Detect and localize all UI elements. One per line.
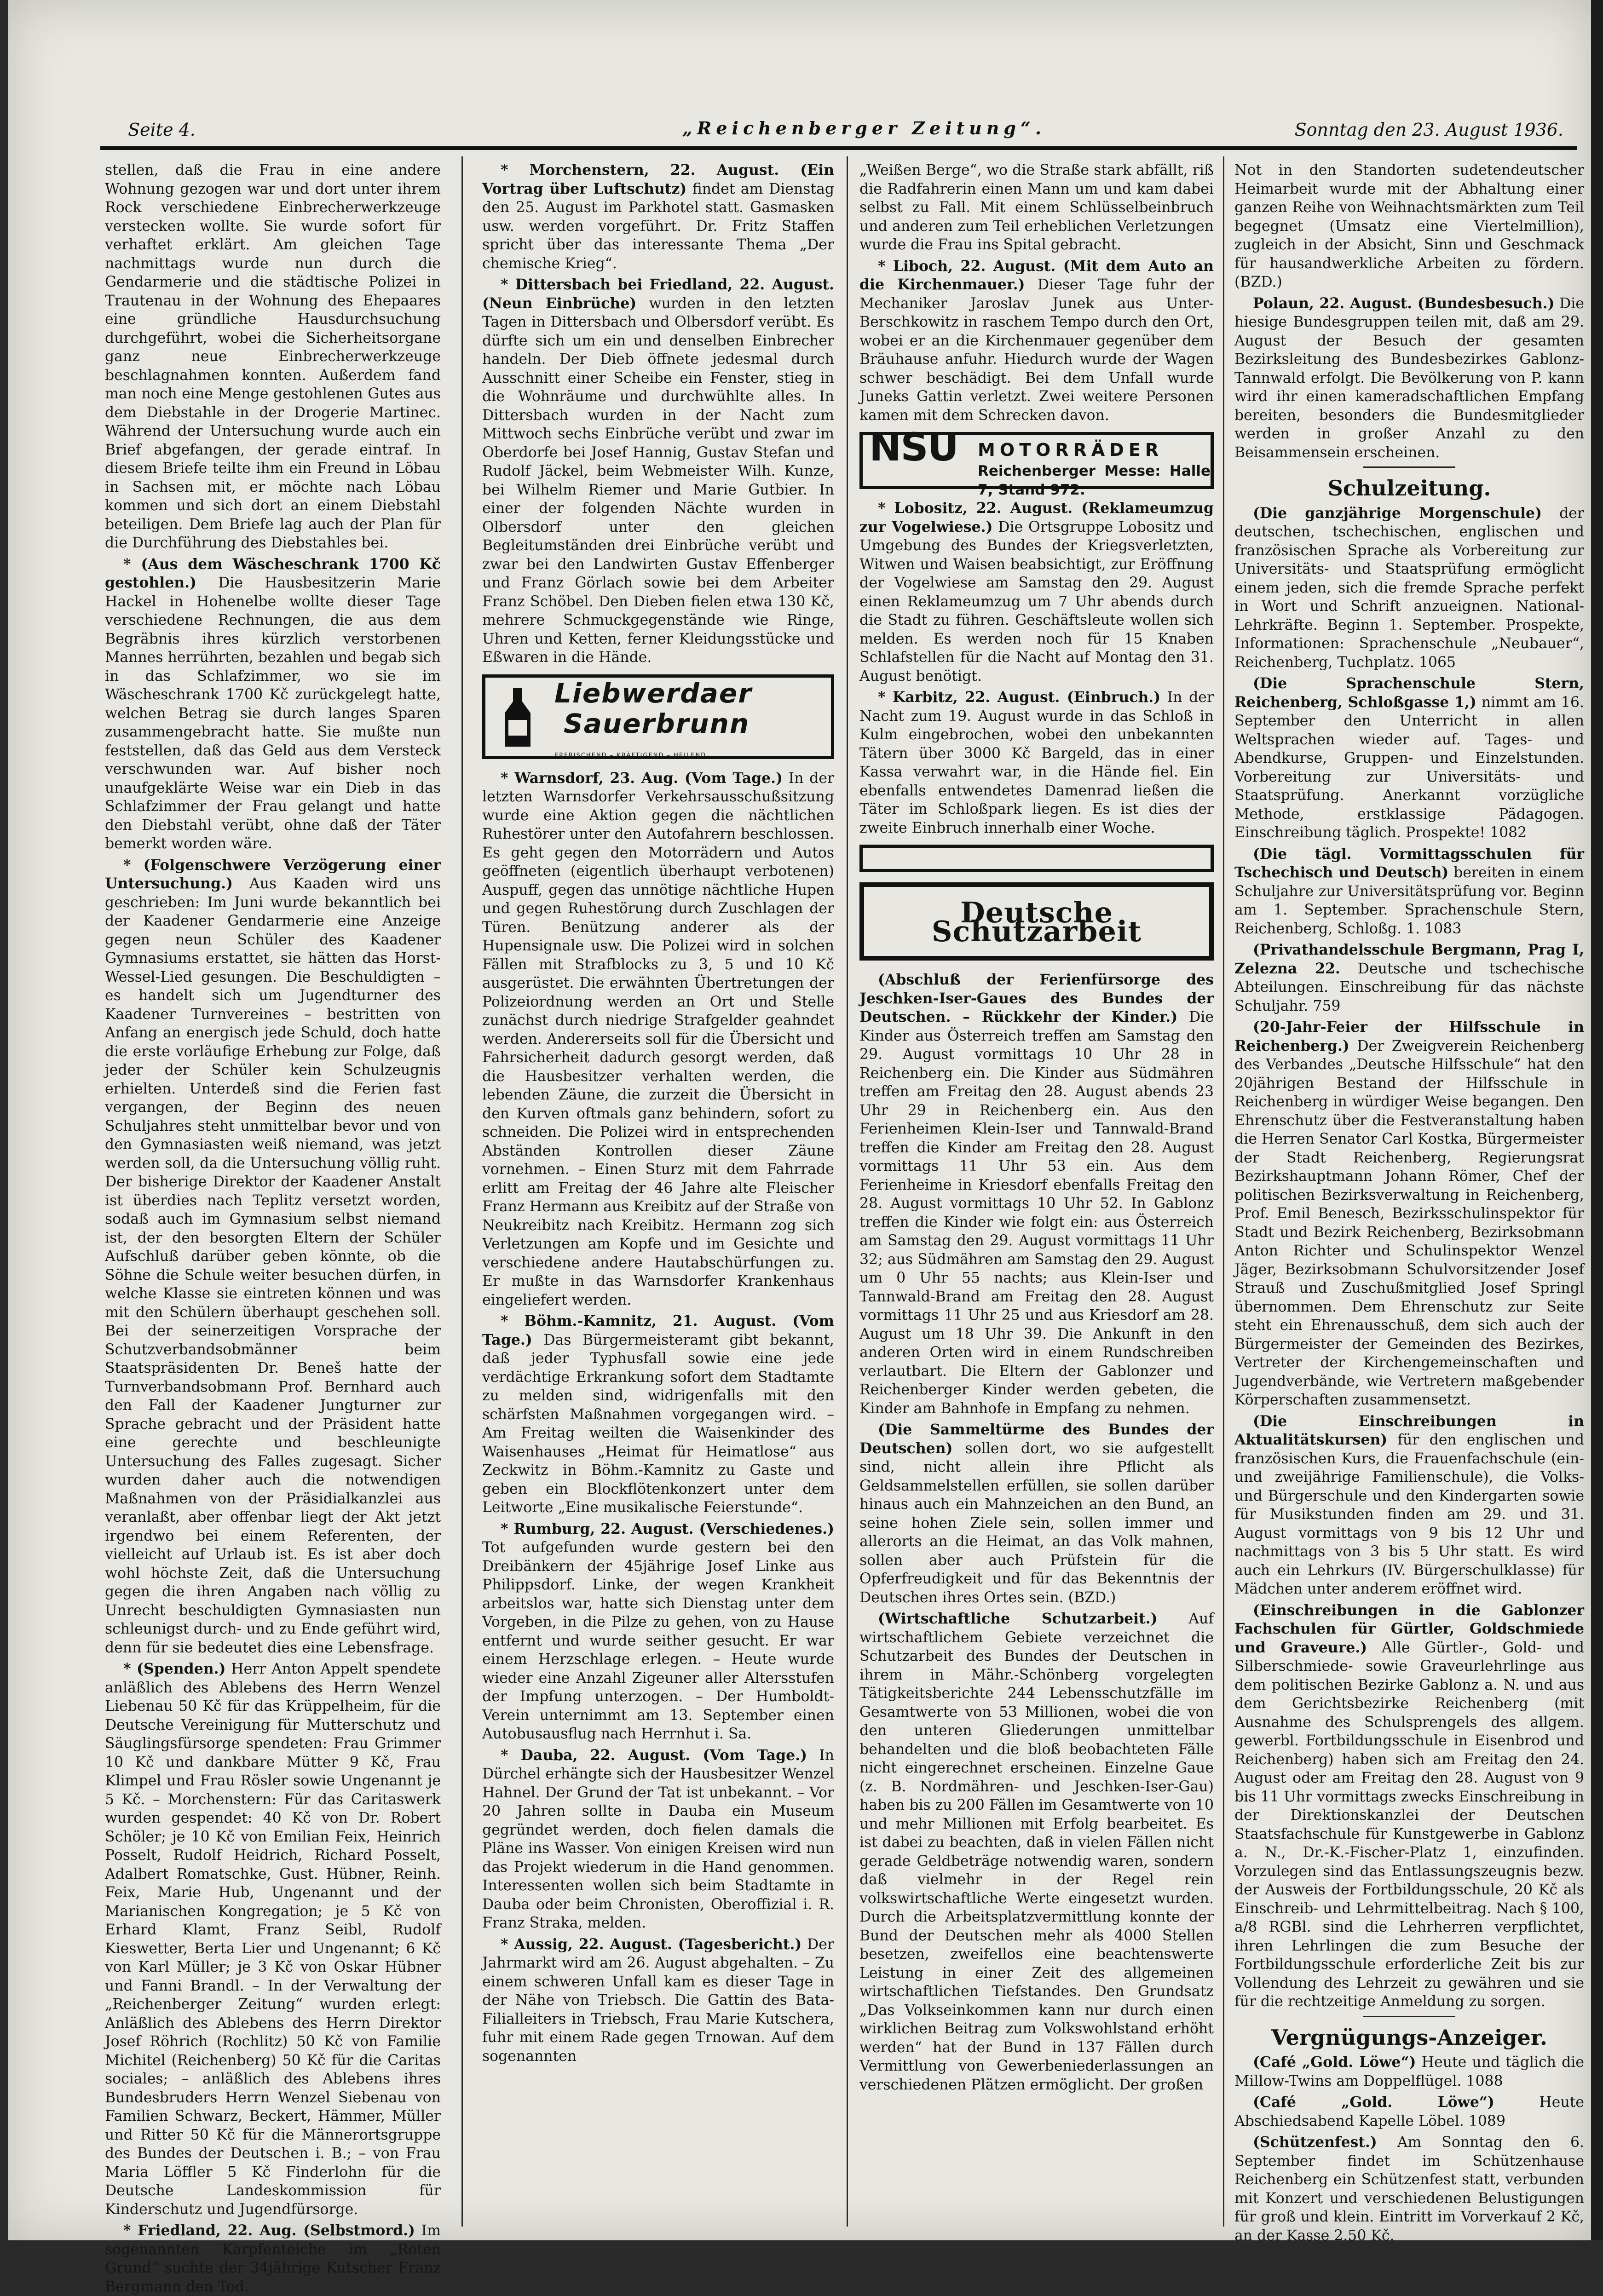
section-title-vergnuegungen: Vergnügungs-Anzeiger. bbox=[1271, 2025, 1547, 2050]
article bbox=[1234, 294, 1584, 462]
notice bbox=[1234, 674, 1584, 842]
notice-head: (Einschreibungen in die Gablonzer Fachschulen für Gürtler, Goldschmiede und Graveure.) bbox=[1234, 1601, 1584, 1656]
notice-text: für den englischen und französischen Kurs, die Frauenfachschule (ein- und zweijährige Familienschule), die Volks- und Bürgerschule und den Kindergarten sowie für Musikstunden finden am 29. und 31. August vormittags von 9 bis 12 Uhr und nachmittags von 3 bis 5 Uhr statt. Es wird auch ein Lehrkurs (IV. Bürgerschulklasse) für Mädchen unter anderem eröffnet wird. bbox=[1234, 1432, 1584, 1597]
article-text: In Dürchel erhängte sich der Hausbesitzer Wenzel Hahnel. Der Grund der Tat ist unbekannt. – Vor 20 Jahren sollte in Dauba ein Museum gegründet werden, doch fielen damals die Pläne ins Wasser. Von einigen Kreisen wird nun das Projekt wiederum in die Hand genommen. Interessenten wollen sich beim Stadtamte in Dauba oder beim Chronisten, Oberoffizial i. R. Franz Straka, melden. bbox=[482, 1747, 834, 1931]
notice-text: Heute und täglich die Millow-Twins am Doppelflügel. 1088 bbox=[1234, 2054, 1584, 2089]
article-head: * Lobositz, 22. August. (Reklameumzug zur Vogelwiese.) bbox=[859, 500, 1214, 535]
article bbox=[859, 1610, 1214, 2094]
notice-head: (Privathandelsschule Bergmann, Prag I, Zelezna 22. bbox=[1234, 941, 1584, 977]
ad-nsu-line2: Reichenberger Messe: Halle 7, Stand 972. bbox=[978, 463, 1211, 498]
article-head: * Friedland, 22. Aug. (Selbstmord.) bbox=[123, 2222, 415, 2239]
article-head: * (Aus dem Wäscheschrank 1700 Kč gestohlen.) bbox=[105, 555, 441, 591]
article bbox=[482, 1520, 834, 1744]
notice-head: (Die ganzjährige Morgenschule) bbox=[1253, 504, 1542, 522]
article-text: findet am Dienstag den 25. August im Parkhotel statt. Gasmasken usw. werden vorgeführt. Dr. Fritz Staffen spricht über das interessante Thema „Der chemische Krieg“. bbox=[482, 180, 835, 272]
article-head: * Karbitz, 22. August. (Einbruch.) bbox=[878, 689, 1161, 706]
article-text: Die Kinder aus Österreich treffen am Samstag den 29. August vormittags 10 Uhr 28 in Reichenberg ein. Die Kinder aus Südmähren treffen am Freitag den 28. August abends 23 Uhr 29 in Reichenberg ein. Aus den Ferienheimen Klein-Iser und Tannwald-Brand treffen die Kinder am Freitag den 28. August vormittags 11 Uhr 53 ein. Aus dem Ferienheime in Kriesdorf ebenfalls Freitag den 28. August vormittags 10 Uhr 52. In Gablonz treffen die Kinder wie folgt ein: aus Österreich am Samstag den 29. August vormittags 11 Uhr 32; aus Südmähren am Samstag den 29. August um 0 Uhr 55 nachts; aus Klein-Iser und Tannwald-Brand am Freitag den 28. August vormittags 11 Uhr 25 und aus Kriesdorf am 28. August um 18 Uhr 39. Die Ankunft in den anderen Orten wird in einem Rundschreiben verlautbart. Die Eltern der Gablonzer und Reichenberger Kinder werden gebeten, die Kinder am Bahnhofe in Empfang zu nehmen. bbox=[859, 1009, 1214, 1417]
article bbox=[105, 856, 441, 1657]
notice-text: Alle Gürtler-, Gold- und Silberschmiede- sowie Graveurlehrlinge aus dem politischen Bezirke Gablonz a. N. und aus dem Gerichtsbezirke Reichenberg (mit Ausnahme des Schulsprengels des allgem. gewerbl. Fortbildungsschule in Eisenbrod und Reichenberg) haben sich am Freitag den 24. August oder am Freitag den 28. August von 9 bis 11 Uhr vormittags zwecks Einschreibung in der Direktionskanzlei der Deutschen Staatsfachschule für Kunstgewerbe in Gablonz a. N., Dr.-K.-Fischer-Platz 1, einzufinden. Vorzulegen sind das Entlassungszeugnis bezw. der Ausweis der Fortbildungsschule, 20 Kč als Einschreib- und Lehrmittelbeitrag. Nach § 100, a/8 RGBl. sind die Lehrherren verpflichtet, ihren Lehrlingen die zum Besuche der Fortbildungsschule erforderliche Zeit bis zur Vollendung des Lehrzeit zu gewähren und sie für die rechtzeitige Anmeldung zu sorgen. bbox=[1234, 1639, 1584, 2010]
notice-head: (Schützenfest.) bbox=[1253, 2134, 1377, 2151]
advertisement-nsu bbox=[859, 425, 1214, 498]
column-divider bbox=[1223, 156, 1224, 2227]
article-head: (Die Sammeltürme des Bundes der Deutschen) bbox=[859, 1421, 1214, 1457]
article bbox=[482, 1312, 834, 1517]
newspaper-title: „Reichenberger Zeitung“. bbox=[682, 118, 1046, 138]
article-head: * (Spenden.) bbox=[123, 1660, 226, 1677]
advertisement-liebwerdaer bbox=[482, 674, 834, 759]
article bbox=[482, 1746, 834, 1933]
section-title-schulzeitung: Schulzeitung. bbox=[1327, 476, 1491, 501]
article-text: Not in den Standorten sudetendeutscher Heimarbeit wurde mit der Abhaltung einer ganzen Reihe von Weihnachtsmärkten zum Teil begegnet (Umsatz eine Viertelmillion), zugleich in der Absicht, Sinn und Geschmack für hausandwerkliche Arbeiten zu fördern. (BZD.) bbox=[1234, 162, 1584, 290]
nsu-logo: NSU bbox=[869, 425, 958, 470]
page-number: Seite 4. bbox=[128, 120, 196, 140]
running-head bbox=[128, 114, 1582, 146]
issue-date: Sonntag den 23. August 1936. bbox=[1294, 120, 1563, 140]
article-head: * Warnsdorf, 23. Aug. (Vom Tage.) bbox=[501, 769, 783, 787]
article-head: (Wirtschaftliche Schutzarbeit.) bbox=[878, 1610, 1158, 1627]
notice-text: Heute Abschiedsabend Kapelle Löbel. 1089 bbox=[1234, 2094, 1584, 2129]
article-text: Die hiesige Bundesgruppen teilen mit, daß am 29. August der Besuch der gesamten Bezirksleitung des Bundesbezirkes Gablonz-Tannwald erfolgt. Die Bevölkerung von P. kann wird ihr einen kameradschaftlichen Empfang bereiten, besonders die Bundesmitglieder werden in großer Anzahl zu den Beisammensein erscheinen. bbox=[1234, 295, 1584, 461]
notice bbox=[1234, 1018, 1584, 1410]
article bbox=[859, 499, 1214, 685]
article bbox=[105, 2221, 441, 2296]
notice-head: (Café „Gold. Löwe“) bbox=[1253, 2054, 1416, 2071]
notice bbox=[1234, 504, 1584, 672]
column-2 bbox=[482, 161, 834, 2222]
notice-text: nimmt am 16. September den Unterricht in allen Weltsprachen wieder auf. Tages- und Abendkurse, Gruppen- und Einzelstunden. Vorbereitung zur Universitäts- und Staatsprüfung. Anerkannt vorzügliche Methode, erstklassige Pädagogen. Einschreibung täglich. Prospekte! 1082 bbox=[1234, 694, 1585, 841]
column-3 bbox=[859, 161, 1214, 2222]
article-head: (Abschluß der Ferienfürsorge des Jeschken-Iser-Gaues des Bundes der Deutschen. – Rückkehr der Kinder.) bbox=[859, 971, 1214, 1025]
column-4 bbox=[1234, 161, 1585, 2244]
column-divider bbox=[461, 156, 463, 2227]
ad-tagline: ERFRISCHEND – KRÄFTIGEND – HEILEND bbox=[554, 752, 707, 759]
notice-text: der deutschen, tschechischen, englischen und französischen Sprache als Vorbereitung zur Universitäts- und Staatsprüfung ermöglicht einem jeden, sich die fremde Sprache perfekt in Wort und Schrift anzueignen. National-Lehrkräfte. Beginn 1. September. Prospekte, Informationen: Sprachenschule „Neubauer“, Reichenberg, Tuchplatz. 1065 bbox=[1234, 505, 1584, 671]
article bbox=[482, 276, 834, 667]
notice bbox=[1234, 2133, 1584, 2245]
ad-brand-line2: Sauerbrunn bbox=[564, 708, 750, 739]
article bbox=[482, 769, 834, 1310]
article-text: sollen dort, wo sie aufgestellt sind, nicht allein ihre Pflicht als Geldsammelstellen erfüllen, sie sollen darüber hinaus auch ein Mahnzeichen an den Bund, an seine hohen Ziele sein, sollen immer und allerorts an die Heimat, an das Volk mahnen, sollen aber auch Prüfstein für die Opferfreudigkeit und für das Bekenntnis der Deutschen ihres Ortes sein. (BZD.) bbox=[859, 1440, 1214, 1606]
newspaper-page bbox=[8, 0, 1591, 2295]
notice-head: (Die Einschreibungen in Aktualitätskursen) bbox=[1234, 1412, 1584, 1448]
column-divider bbox=[847, 156, 848, 2227]
article-text: Die Ortsgruppe Lobositz und Umgebung des Bundes der Kriegsverletzten, Witwen und Waisen beabsichtigt, zur Eröffnung der Vogelwiese am Samstag den 29. August einen Reklameumzug um 7 Uhr abends durch die Stadt zu führen. Geschäftsleute wollen sich melden. Es werden noch für 15 Knaben Schlafstellen für die Nacht auf Montag den 31. August benötigt. bbox=[859, 518, 1214, 685]
article-text: Dieser Tage fuhr der Mechaniker Jaroslav Junek aus Unter-Berschkowitz in raschem Tempo durch den Ort, wobei er an die Kirchenmauer gegenüber dem Bräuhause anfuhr. Hiedurch wurde der Wagen schwer beschädigt. Bei dem Unfall wurde Juneks Gattin verletzt. Zwei weitere Personen kamen mit dem Schrecken davon. bbox=[859, 276, 1214, 424]
article bbox=[105, 555, 441, 853]
article-text: In der letzten Warnsdorfer Verkehrsausschußsitzung wurde eine Aktion gegen die nächtlichen Ruhestörer unter den Autofahrern beschlossen. Es geht gegen den Motorrädern und Autos geöffneten (eigentlich überhaupt verbotenen) Auspuff, gegen das unnötige nächtliche Hupen und gegen Ruhestörung durch Zuschlagen der Türen. Benützung anderer als der Hupensignale usw. Die Polizei wird in solchen Fällen mit Strafblocks zu 3, 5 und 10 Kč ausgerüstet. Die erwähnten Übertretungen der Polizeiordnung werden an Ort und Stelle zunächst durch niedrige Strafgelder geahndet werden. Andererseits soll für die Übersicht und Fahrsicherheit dadurch gesorgt werden, daß die Hausbesitzer verhalten werden, die lebenden Zäune, die zurzeit die Übersicht in den Kurven oftmals ganz behindern, sofort zu schneiden. Die Polizei wird in entsprechenden Abständen Kontrollen dieser Zäune vornehmen. – Einen Sturz mit dem Fahrrade erlitt am Freitag der 46 Jahre alte Fleischer Franz Hermann aus Kreibitz auf der Straße von Neukreibitz nach Kreibitz. Hermann zog sich Verletzungen am Kopfe und im Gesichte und verschiedene andere Hautabschürfungen zu. Er mußte in das Warnsdorfer Krankenhaus eingeliefert werden. bbox=[482, 770, 835, 1308]
section-banner-title: Deutsche Schutzarbeit bbox=[931, 896, 1142, 948]
article bbox=[859, 971, 1214, 1418]
article-text: Das Bürgermeisteramt gibt bekannt, daß jeder Typhusfall sowie eine jede verdächtige Erkrankung sofort dem Stadtamte zu melden sind, widrigenfalls mit den schärfsten Maßnahmen vorgegangen wird. – Am Freitag weilten die Waisenkinder des Waisenhauses „Heimat für Heimatlose“ aus Zeckwitz in Böhm.-Kamnitz zu Gaste und geben ein Blockflötenkonzert unter dem Leitworte „Eine musikalische Feierstunde“. bbox=[482, 1331, 835, 1516]
notice-text: Deutsche und tschechische Abteilungen. Einschreibung für das nächste Schuljahr. 759 bbox=[1234, 960, 1585, 1014]
notice-head: (Die tägl. Vormittagsschulen für Tschechisch und Deutsch) bbox=[1234, 845, 1584, 881]
article bbox=[105, 1660, 441, 2219]
article-text: Im sogenannten Karpfenteiche im „Roten Grund“ suchte der 34jährige Kutscher Franz Bergmann den Tod. bbox=[105, 2222, 441, 2295]
article-text: Der Jahrmarkt wird am 26. August abgehalten. – Zu einem schweren Unfall kam es dieser Tage in der Nähe von Triebsch. Die Gattin des Bata-Filialleiters in Triebsch, Frau Marie Kutschera, fuhr mit einem Rade gegen Trnowan. Auf dem sogenannten bbox=[482, 1936, 834, 2065]
article bbox=[859, 1421, 1214, 1607]
notice-text: Am Sonntag den 6. September findet im Schützenhause Reichenberg ein Schützenfest statt, verbunden mit Konzert und verschiedenen Belustigungen für groß und klein. Eintritt im Vorverkauf 2 Kč, an der Kasse 2.50 Kč. bbox=[1234, 2134, 1584, 2244]
article-text: Tot aufgefunden wurde gestern bei den Dreibänkern der 45jährige Josef Linke aus Philippsdorf. Linke, der wegen Krankheit arbeitslos war, hatte sich Dienstag unter dem Vorgeben, in die Pilze zu gehen, von zu Hause entfernt und wurde seither gesucht. Er war einem Herzschlage erlegen. – Heute wurde wieder eine Anzahl Zigeuner aller Altersstufen der Impfung unterzogen. – Der Humboldt-Verein unternimmt am 13. September einen Autobusausflug nach Herrnhut i. Sa. bbox=[482, 1539, 834, 1742]
article-head: * Liboch, 22. August. (Mit dem Auto an die Kirchenmauer.) bbox=[859, 257, 1214, 293]
advertisement-banner bbox=[859, 845, 1214, 872]
article-head: * Morchenstern, 22. August. (Ein Vortrag über Luftschutz) bbox=[482, 161, 834, 197]
notice-head: (Café „Gold. Löwe“) bbox=[1253, 2094, 1494, 2111]
article-text: „Weißen Berge“, wo die Straße stark abfällt, riß die Radfahrerin einen Mann um und kam dabei selbst zu Fall. Mit einem Schlüsselbeinbruch und anderen zum Teil erheblichen Verletzungen wurde die Frau ins Spital gebracht. bbox=[859, 162, 1214, 253]
article-text: wurden in den letzten Tagen in Dittersbach und Olbersdorf verübt. Es dürfte sich um ein und denselben Einbrecher handeln. Der Dieb öffnete jedesmal durch Ausschnitt einer Scheibe ein Fenster, stieg in die Wohnräume und durchwühlte alles. In Dittersbach wurden in der Nacht zum Mittwoch sechs Einbrüche verübt und zwar im Oberdorfe bei Josef Hannig, Gustav Stefan und Rudolf Jäckel, beim Webmeister Wilh. Kunze, bei Wilhelm Riemer und Marie Gutbier. In einer der folgenden Nächte wurden in Olbersdorf unter den gleichen Begleitumständen drei Einbrüche verübt und zwar bei den Landwirten Gustav Effenberger und Franz Görlach sowie bei dem Arbeiter Franz Schöbel. Den Dieben fielen etwa 130 Kč, mehrere Schmuckgegenstände wie Ringe, Uhren und Ketten, ferner Kleidungsstücke und Eßwaren in die Hände. bbox=[482, 295, 835, 666]
article-head: * Dauba, 22. August. (Vom Tage.) bbox=[501, 1746, 807, 1764]
notice bbox=[1234, 845, 1584, 938]
notice bbox=[1234, 2093, 1584, 2130]
article-head: * Dittersbach bei Friedland, 22. August. (Neun Einbrüche) bbox=[482, 276, 834, 312]
article-head: Polaun, 22. August. (Bundesbesuch.) bbox=[1253, 294, 1555, 312]
article bbox=[859, 688, 1214, 837]
article-text: Auf wirtschaftlichem Gebiete verzeichnet die Schutzarbeit des Bundes der Deutschen in ihrem in Mähr.-Schönberg vorgelegten Tätigkeitsberichte 244 Lebensschutzfälle im Gesamtwerte von 53 Millionen, wobei die von den unteren Gliederungen unmittelbar behandelten und die bloß beobachteten Fälle nicht eingerechnet erscheinen. Einzelne Gaue (z. B. Nordmähren- und Jeschken-Iser-Gau) haben bis zu 200 Fällen im Gesamtwerte von 10 und mehr Millionen mit Erfolg bearbeitet. Es ist dabei zu beachten, daß in vielen Fällen nicht gerade Geldbeträge notwendig waren, sondern daß vielmehr in der Regel rein volkswirtschaftliche Werte eingesetzt wurden. Durch die Arbeitsplatzvermittlung konnte der Bund der Deutschen mehr als 4000 Stellen besetzen, zweifellos eine beachtenswerte Leistung in einer Zeit des allgemeinen wirtschaftlichen Tiefstandes. Den Grundsatz „Das Volkseinkommen kann nur durch einen wirklichen Beitrag zum Volkswohlstand erhöht werden“ hat der Bund in 137 Fällen durch Vermittlung von Gewerbeniederlassungen an verschiedenen Plätzen ermöglicht. Der großen bbox=[859, 1611, 1214, 2093]
article-head: * (Folgenschwere Verzögerung einer Untersuchung.) bbox=[105, 856, 441, 892]
article bbox=[482, 1935, 834, 2066]
article-text: Aus Kaaden wird uns geschrieben: Im Juni wurde bekanntlich bei der Kaadener Gendarmerie eine Anzeige gegen neun Schüler des Kaadener Gymnasiums erstattet, sie hätten das Horst-Wessel-Lied gesungen. Die Beschuldigten – es handelt sich um Jugendturner des Kaadener Turnvereines – bestritten von Anfang an energisch jede Schuld, doch hatte die erste vorläufige Erhebung zur Folge, daß jeder der Schüler kein Schulzeugnis erhielten. Unterdeß sind die Ferien fast vergangen, der Beginn des neuen Schuljahres steht unmittelbar bevor und von den Gymnasiasten weiß niemand, was jetzt werden soll, da die Untersuchung völlig ruht. Der bisherige Direktor der Kaadener Anstalt ist überdies nach Teplitz versetzt worden, sodaß auch im Gymnasium selbst niemand ist, der den besorgten Eltern der Schüler Aufschluß darüber geben könnte, ob die Söhne die Schule weiter besuchen dürfen, in welche Klasse sie eintreten können und was mit den Schülern überhaupt geschehen soll. Bei der seinerzeitigen Vorsprache der Schutzverbandsobmänner beim Staatspräsidenten Dr. Beneš hatte der Turnverbandsobmann Prof. Bernhard auch den Fall der Kaadener Jungturner zur Sprache gebracht und der Präsident hatte eine gerechte und beschleunigte Untersuchung des Falles zugesagt. Sicher wurden daher auch die notwendigen Maßnahmen von der Präsidialkanzlei aus veranlaßt, aber offenbar liegt der Akt jetzt irgendwo bei einem Referenten, der vielleicht auf Urlaub ist. Es ist aber doch wohl höchste Zeit, daß die Untersuchung gegen die ihren Angaben nach völlig zu Unrecht beschuldigten Gymnasiasten nun schleunigst durch- und zu Ende geführt wird, denn für sie bedeutet dies eine Lebensfrage. bbox=[105, 875, 441, 1656]
notice bbox=[1234, 1412, 1584, 1599]
ad-nsu-line1: MOTORRÄDER bbox=[978, 440, 1164, 460]
notice-head: (Die Sprachenschule Stern, Reichenberg, Schloßgasse 1,) bbox=[1234, 675, 1584, 711]
section-banner-schutzarbeit bbox=[859, 882, 1214, 961]
notice-head: (20-Jahr-Feier der Hilfsschule in Reichenberg.) bbox=[1234, 1019, 1584, 1054]
notice bbox=[1234, 941, 1584, 1015]
header-rule bbox=[100, 146, 1577, 150]
article bbox=[859, 257, 1214, 425]
bottle-icon bbox=[499, 688, 536, 748]
ad-brand-line1: Liebwerdaer bbox=[554, 677, 752, 709]
notice-text: Der Zweigverein Reichenberg des Verbandes „Deutsche Hilfsschule“ hat den 20jährigen Bestand der Hilfsschule in Reichenberg in würdiger Weise begangen. Den Ehrenschutz über die Festveranstaltung haben die Herren Senator Carl Kostka, Bürgermeister der Stadt Reichenberg, Regierungsrat Bezirkshauptmann Johann Römer, Chef der politischen Bezirksverwaltung in Reichenberg, Prof. Emil Benesch, Bezirksschulinspektor für Stadt und Bezirk Reichenberg, Bezirksobmann Anton Richter und Schulinspektor Wenzel Jäger, Bezirksobmann Schulvorsitzender Josef Strauß und Zuschußmitglied Josef Springl übernommen. Dem Ehrenschutz zur Seite steht ein Ehrenausschuß, dem sich auch der Bürgermeister der Gemeinden des Bezirkes, Vertreter der Kirchengemeinschaften und Jugendverbände, wie Vertretern maßgebender Körperschaften zusammensetzt. bbox=[1234, 1037, 1585, 1408]
article-text: stellen, daß die Frau in eine andere Wohnung gezogen war und dort unter ihrem Rock verschiedene Einbrecherwerkzeuge verstecken wollte. Sie wurde sofort für verhaftet erklärt. Am gleichen Tage nachmittags wurde nun durch die Gendarmerie und die städtische Polizei in Trautenau in der Wohnung des Ehepaares eine gründliche Hausdurchsuchung durchgeführt, wobei die Sicherheitsorgane ganz neue Einbrecherwerkzeuge beschlagnahmen konnten. Außerdem fand man noch eine Menge gestohlenen Gutes aus dem Diebstahle in der Drogerie Martinec. Während der Untersuchung wurde auch ein Brief abgefangen, der gerade eintraf. In diesem Briefe teilte ihm ein Freund in Löbau in Sachsen mit, er möchte nach Löbau kommen und sich dort an einem Diebstahl beteiligen. Dem Briefe lag auch der Plan für die Durchführung des Diebstahles bei. bbox=[105, 162, 441, 551]
notice bbox=[1234, 2053, 1584, 2090]
section-divider bbox=[1363, 466, 1455, 468]
notice bbox=[1234, 1601, 1584, 2011]
page-edge-shadow bbox=[1591, 0, 1603, 2240]
article-head: * Aussig, 22. August. (Tagesbericht.) bbox=[501, 1935, 802, 1953]
article-text: In der Nacht zum 19. August wurde in das Schloß in Kulm eingebrochen, wobei den unbekannten Tätern über 3000 Kč Bargeld, das in einer Kassa verwahrt war, in die Hände fiel. Ein ebenfalls entwendetes Damenrad ließen die Täter im Schloßpark liegen. Es ist dies der zweite Einbruch innerhalb einer Woche. bbox=[859, 689, 1214, 836]
column-1 bbox=[105, 161, 441, 2295]
article bbox=[482, 161, 834, 273]
article-text: Die Hausbesitzerin Marie Hackel in Hohenelbe wollte dieser Tage verschiedene Rechnungen, die aus dem Begräbnis ihres kürzlich verstorbenen Mannes herrührten, bezahlen und begab sich in das Schlafzimmer, wo sie im Wäscheschrank 1700 Kč zurückgelegt hatte, welchen Betrag sie durch langes Sparen zusammengebracht hatte. Sie mußte nun feststellen, daß das Geld aus dem Versteck verschwunden war. Auf bisher noch unaufgeklärte Weise war ein Dieb in das Schlafzimmer der Frau gelangt und hatte den Diebstahl verübt, ohne daß der Täter bemerkt worden wäre. bbox=[105, 575, 441, 852]
article-text: Herr Anton Appelt spendete anläßlich des Ablebens des Herrn Wenzel Liebenau 50 Kč für das Krüppelheim, für die Deutsche Vereinigung für Mutterschutz und Säuglingsfürsorge spendeten: Frau Grimmer 10 Kč und dankbare Mütter 9 Kč, Frau Klimpel und Frau Rösler sowie Ungenannt je 5 Kč. – Morchenstern: Für das Caritaswerk wurden gespendet: 40 Kč von Dr. Robert Schöler; je 10 Kč von Emilian Feix, Heinrich Posselt, Rudolf Heidrich, Richard Posselt, Adalbert Romatschke, Gust. Hübner, Reinh. Feix, Marie Hub, Ungenannt und der Marianischen Kongregation; je 5 Kč von Erhard Klamt, Franz Seibl, Rudolf Kieswetter, Berta Lier und Ungenannt; 6 Kč von Karl Müller; je 3 Kč von Oskar Hübner und Fanni Brandl. – In der Verwaltung der „Reichenberger Zeitung“ wurden erlegt: Anläßlich des Ablebens des Herrn Direktor Josef Röhrich (Rochlitz) 50 Kč von Familie Michitel (Reichenberg) 50 Kč für die Caritas sociales; – anläßlich des Ablebens ihres Bundesbruders Herrn Wenzel Siebenau von Familien Schwarz, Beckert, Hämmer, Müller und Ritter 50 Kč für die Männerortsgruppe des Bundes der Deutschen i. B.; – von Frau Maria Löffler 5 Kč Finderlohn für die Deutsche Landeskommission für Kinderschutz und Jugendfürsorge. bbox=[105, 1661, 441, 2218]
section-divider bbox=[1363, 2016, 1455, 2017]
article-head: * Rumburg, 22. August. (Verschiedenes.) bbox=[501, 1520, 834, 1537]
notice-text: bereiten in einem Schuljahre zur Universitätsprüfung vor. Beginn am 1. September. Sprachenschule Stern, Reichenberg, Schloßg. 1. 1083 bbox=[1234, 864, 1584, 937]
article-head: * Böhm.-Kamnitz, 21. August. (Vom Tage.) bbox=[482, 1312, 834, 1348]
